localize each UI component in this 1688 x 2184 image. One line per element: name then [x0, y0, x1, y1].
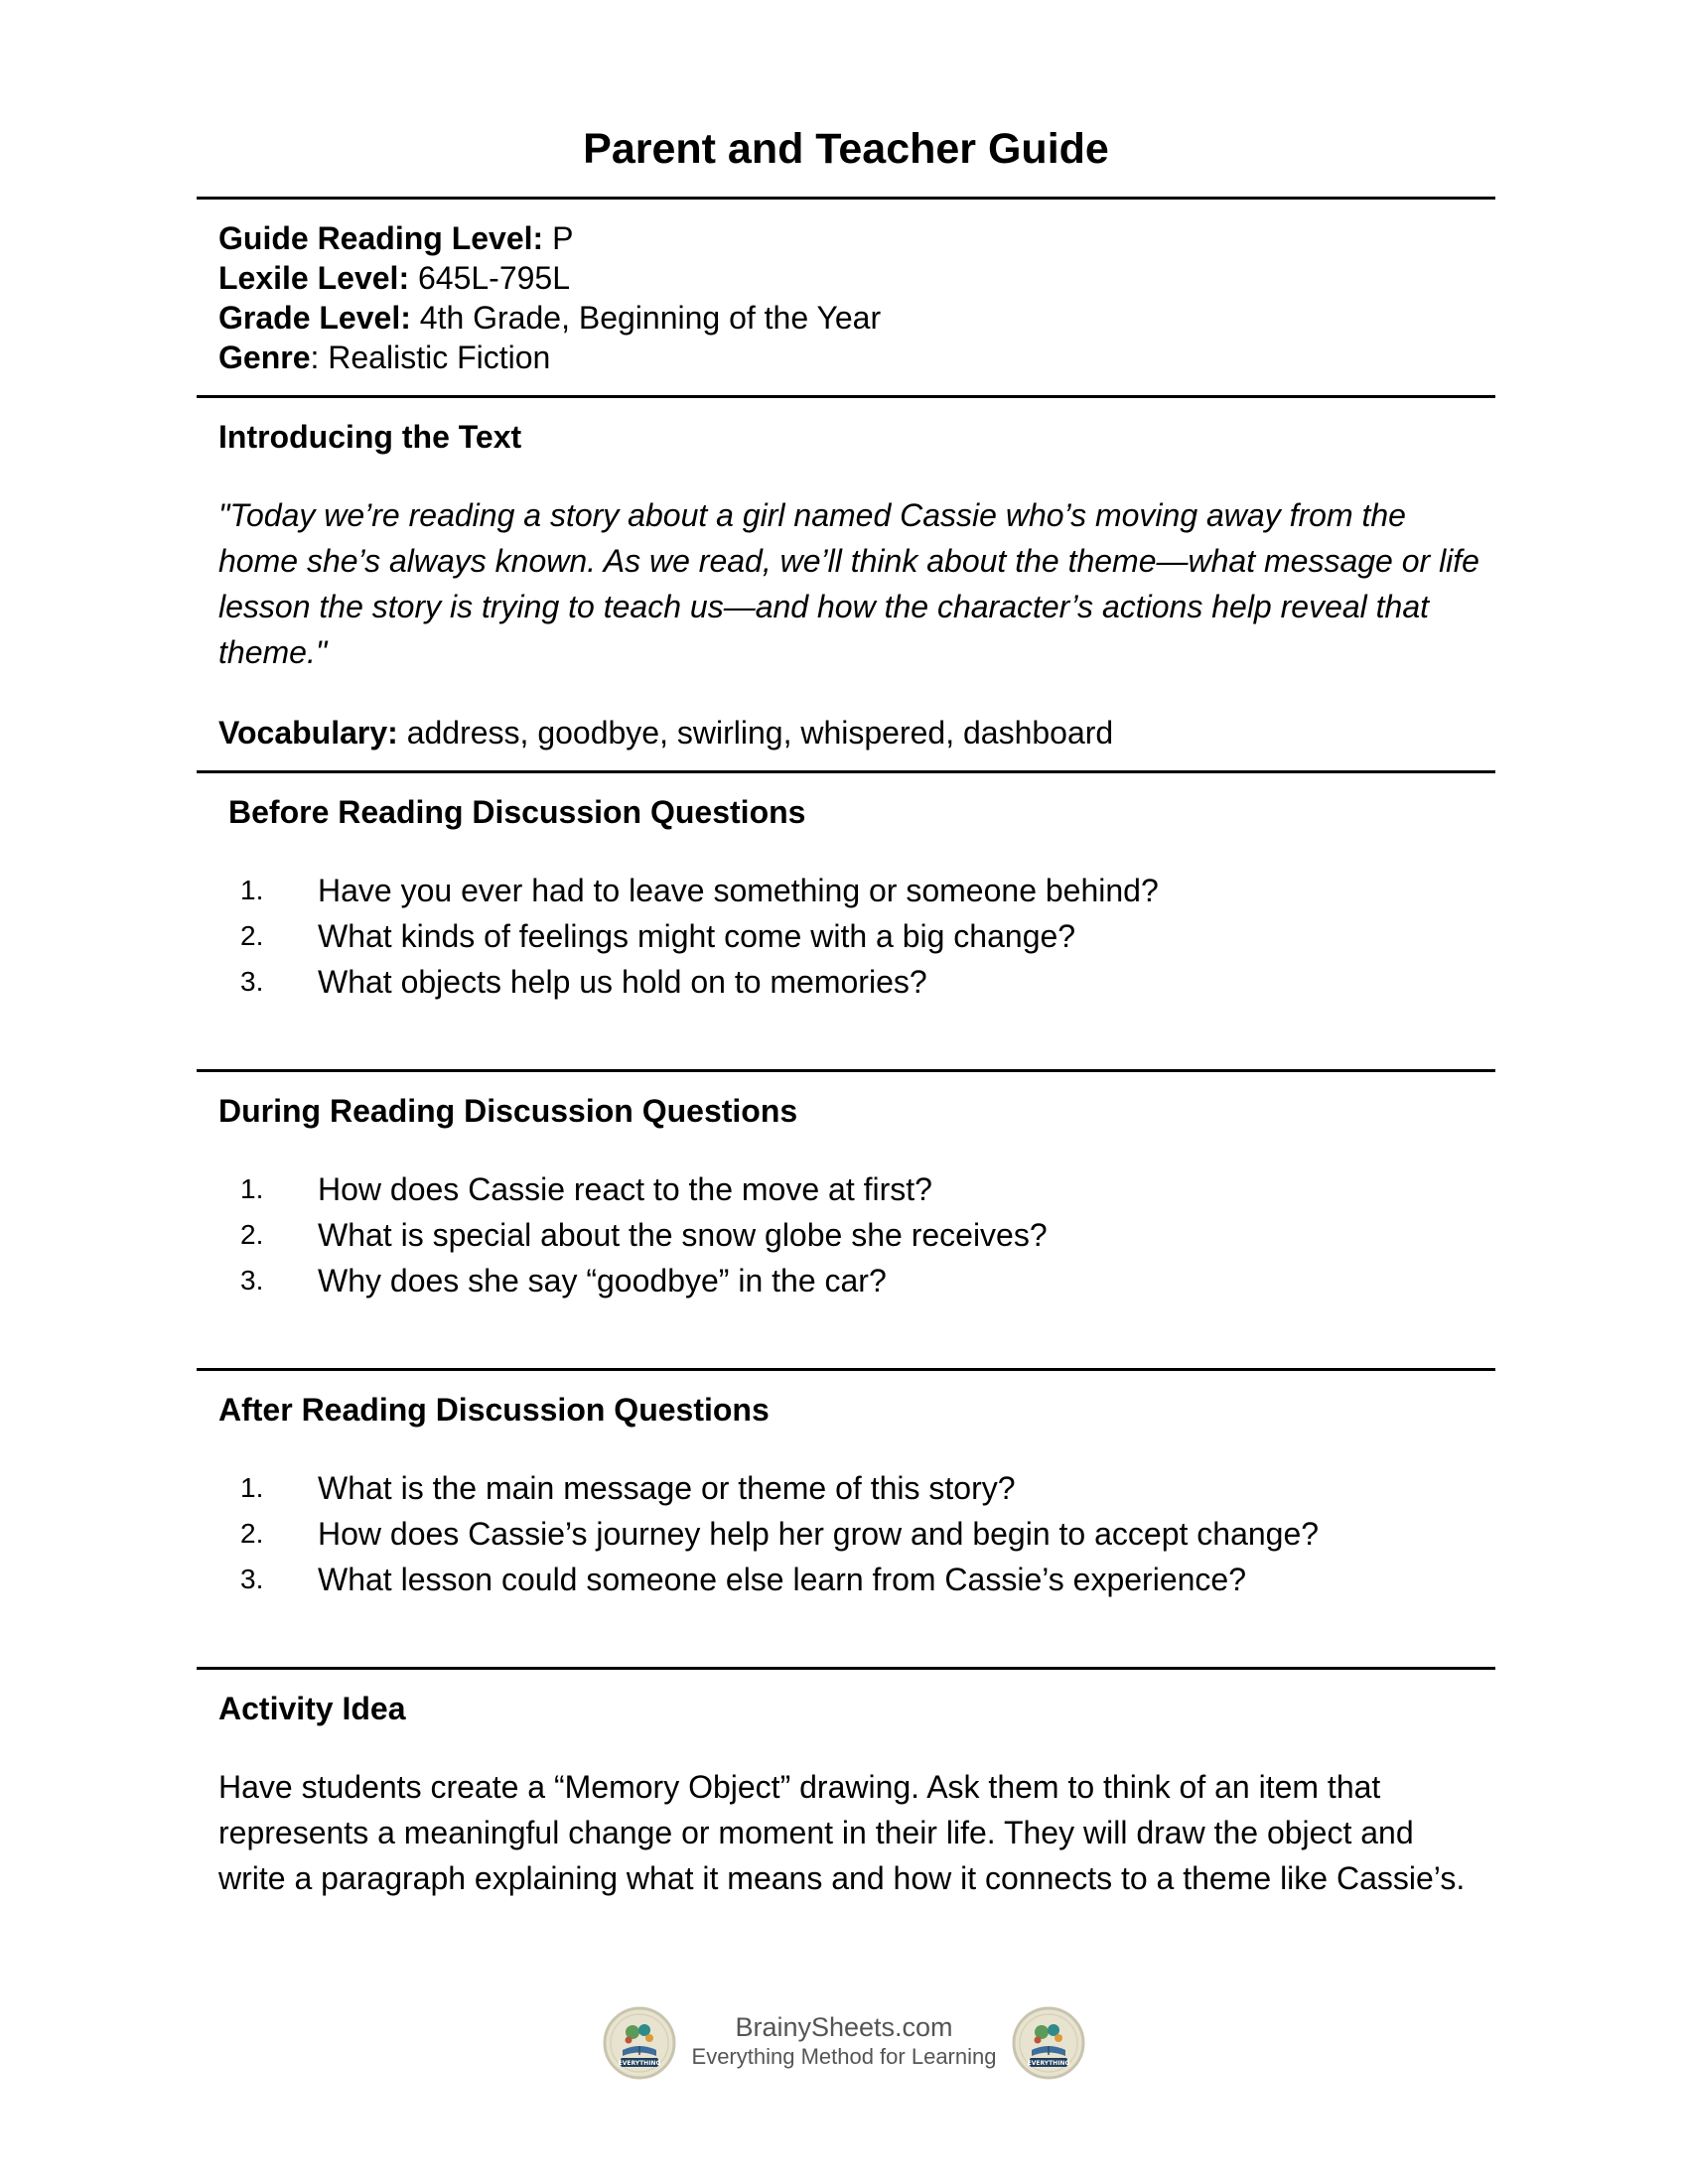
meta-reading-level-value: P [543, 220, 574, 256]
footer [0, 2001, 1688, 2091]
after-heading: After Reading Discussion Questions [218, 1392, 770, 1428]
list-number: 3. [240, 1564, 264, 1594]
brainysheets-logo-icon [603, 2006, 676, 2080]
list-item [218, 1557, 1479, 1602]
divider-top [197, 197, 1495, 200]
list-number: 2. [240, 920, 264, 951]
after-questions [218, 1465, 1479, 1602]
footer-tagline: Everything Method for Learning [691, 2044, 997, 2069]
list-number: 2. [240, 1518, 264, 1549]
meta-grade-value: 4th Grade, Beginning of the Year [410, 300, 882, 336]
question-text: Have you ever had to leave something or someone behind? [318, 873, 1159, 908]
before-heading: Before Reading Discussion Questions [228, 794, 806, 830]
during-questions [218, 1166, 1479, 1303]
brainysheets-logo-icon [1012, 2006, 1085, 2080]
list-number: 1. [240, 1173, 264, 1204]
activity-heading: Activity Idea [218, 1691, 406, 1726]
list-item [218, 868, 1479, 913]
vocabulary-line [218, 713, 1479, 752]
question-text: What objects help us hold on to memories? [318, 964, 927, 1000]
meta-info [218, 218, 1479, 377]
list-number: 2. [240, 1219, 264, 1250]
list-item [218, 1258, 1479, 1303]
logo-wordmark: EVERYTHING [618, 2060, 661, 2067]
footer-site: BrainySheets.com [735, 2012, 953, 2042]
list-number: 3. [240, 966, 264, 997]
question-text: What kinds of feelings might come with a big change? [318, 918, 1076, 954]
logo-wordmark: EVERYTHING [1027, 2060, 1070, 2067]
question-text: How does Cassie react to the move at first? [318, 1171, 932, 1207]
activity-text: Have students create a “Memory Object” drawing. Ask them to think of an item that represents a meaningful change or moment in their life. They will draw the object and write a paragraph explaining what it means and how it connects to a theme like Cassie’s. [218, 1769, 1466, 1896]
list-item [218, 959, 1479, 1005]
divider-after [197, 1667, 1495, 1670]
list-number: 3. [240, 1265, 264, 1296]
footer-text [675, 2011, 1013, 2071]
list-number: 1. [240, 1472, 264, 1503]
before-questions [218, 868, 1479, 1005]
list-item [218, 1465, 1479, 1511]
question-text: What lesson could someone else learn from Cassie’s experience? [318, 1562, 1246, 1597]
meta-reading-level-label: Guide Reading Level: [218, 220, 544, 256]
introducing-quote: "Today we’re reading a story about a girl named Cassie who’s moving away from the home she’s always known. As we read, we’ll think about the theme—what message or life lesson the story is trying to teach us—and how the character’s actions help reveal that theme." [218, 497, 1479, 670]
meta-lexile [218, 258, 1479, 298]
page-title: Parent and Teacher Guide [583, 125, 1109, 173]
meta-lexile-label: Lexile Level: [218, 260, 410, 296]
list-item [218, 1212, 1479, 1258]
meta-genre-value: : Realistic Fiction [310, 340, 551, 375]
question-text: What is the main message or theme of this story? [318, 1470, 1016, 1506]
meta-genre-label: Genre [218, 340, 311, 375]
divider-before [197, 1069, 1495, 1072]
meta-genre [218, 338, 1479, 377]
meta-grade [218, 298, 1479, 338]
list-item [218, 1511, 1479, 1557]
question-text: How does Cassie’s journey help her grow and begin to accept change? [318, 1516, 1320, 1552]
question-text: Why does she say “goodbye” in the car? [318, 1263, 887, 1298]
list-item [218, 1166, 1479, 1212]
question-text: What is special about the snow globe she receives? [318, 1217, 1048, 1253]
list-item [218, 913, 1479, 959]
divider-intro [197, 770, 1495, 773]
meta-grade-label: Grade Level: [218, 300, 411, 336]
introducing-heading: Introducing the Text [218, 419, 522, 455]
vocabulary-label: Vocabulary: [218, 715, 398, 751]
list-number: 1. [240, 875, 264, 905]
meta-lexile-value: 645L-795L [409, 260, 571, 296]
divider-during [197, 1368, 1495, 1371]
during-heading: During Reading Discussion Questions [218, 1093, 798, 1129]
divider-meta [197, 395, 1495, 398]
meta-reading-level [218, 218, 1479, 258]
vocabulary-words: address, goodbye, swirling, whispered, dashboard [397, 715, 1114, 751]
